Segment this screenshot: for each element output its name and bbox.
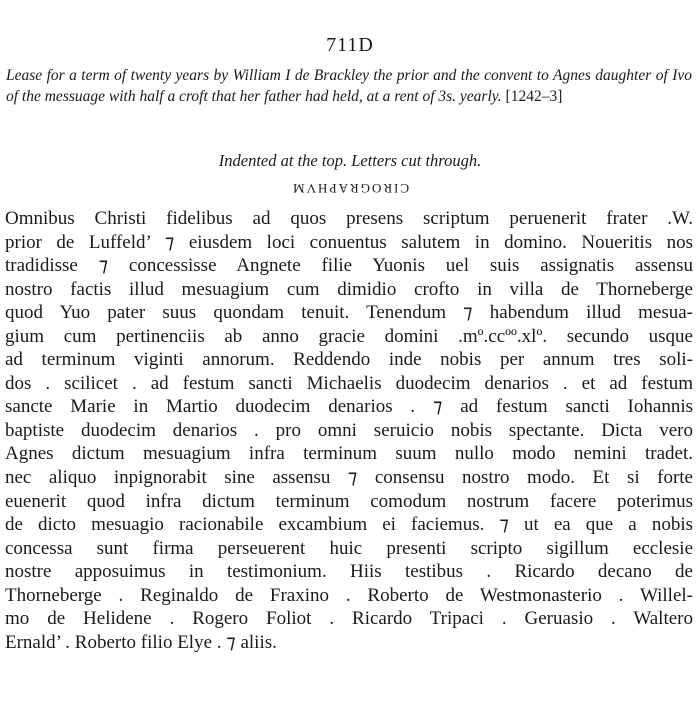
text-line: prior de Luffeld’ ⁊ eiusdem loci conuentus salutem in domino. Noueritis nos xyxy=(5,231,693,253)
text-line: nostro factis illud mesuagium cum dimidio crofto in villa de Thorneberge xyxy=(5,278,693,300)
document-summary xyxy=(6,66,692,107)
text-line: quod Yuo pater suus quondam tenuit. Tenendum ⁊ habendum illud mesua- xyxy=(5,302,693,324)
text-line: Omnibus Christi fidelibus ad quos presens scriptum peruenerit frater .W. xyxy=(5,208,693,229)
document-number: 711D xyxy=(326,34,374,56)
chirograph-text: CIROGRAPHVM xyxy=(290,181,410,196)
chirograph-inverted xyxy=(0,180,700,196)
text-line: ad terminum viginti annorum. Reddendo inde nobis per annum tres soli- xyxy=(5,349,693,371)
editorial-note: Indented at the top. Letters cut through. xyxy=(218,151,482,170)
text-line: baptiste duodecim denarios . pro omni seruicio nobis spectante. Dicta vero xyxy=(5,419,693,441)
text-line: nostre apposuimus in testimonium. Hiis testibus . Ricardo decano de xyxy=(5,561,693,583)
text-line: nec aliquo inpignorabit sine assensu ⁊ consensu nostro modo. Et si forte xyxy=(5,467,693,489)
text-line: concessa sunt firma perseuerent huic presenti scripto sigillum ecclesie xyxy=(5,537,693,559)
text-line: de dicto mesuagio racionabile excambium ei faciemus. ⁊ ut ea que a nobis xyxy=(5,514,693,536)
text-line: gium cum pertinenciis ab anno gracie domini .mº.ccºº.xlº. secundo usque xyxy=(5,325,693,347)
text-line: dos . scilicet . ad festum sancti Michaelis duodecim denarios . et ad festum xyxy=(5,372,693,394)
text-line: sancte Marie in Martio duodecim denarios . ⁊ ad festum sancti Iohannis xyxy=(5,396,693,418)
summary-date: [1242–3] xyxy=(505,87,563,105)
text-line: Ernald’ . Roberto filio Elye . ⁊ aliis. xyxy=(5,631,277,653)
charter-text xyxy=(5,207,693,654)
text-line: euenerit quod infra dictum terminum comodum nostrum facere poterimus xyxy=(5,490,693,512)
text-line: mo de Helidene . Rogero Foliot . Ricardo Tripaci . Geruasio . Waltero xyxy=(5,608,693,630)
summary-text: Lease for a term of twenty years by William I de Brackley the prior and the convent to Agnes daughter of Ivo of the messuage with half a croft that her father had held, at a rent of 3s. yearly. xyxy=(6,67,692,105)
text-line: tradidisse ⁊ concessisse Angnete filie Yuonis uel suis assignatis assensu xyxy=(5,255,693,277)
text-line: Agnes dictum mesuagium infra terminum suum nullo modo nemini tradet. xyxy=(5,443,693,465)
text-line: Thorneberge . Reginaldo de Fraxino . Roberto de Westmonasterio . Willel- xyxy=(5,584,693,606)
